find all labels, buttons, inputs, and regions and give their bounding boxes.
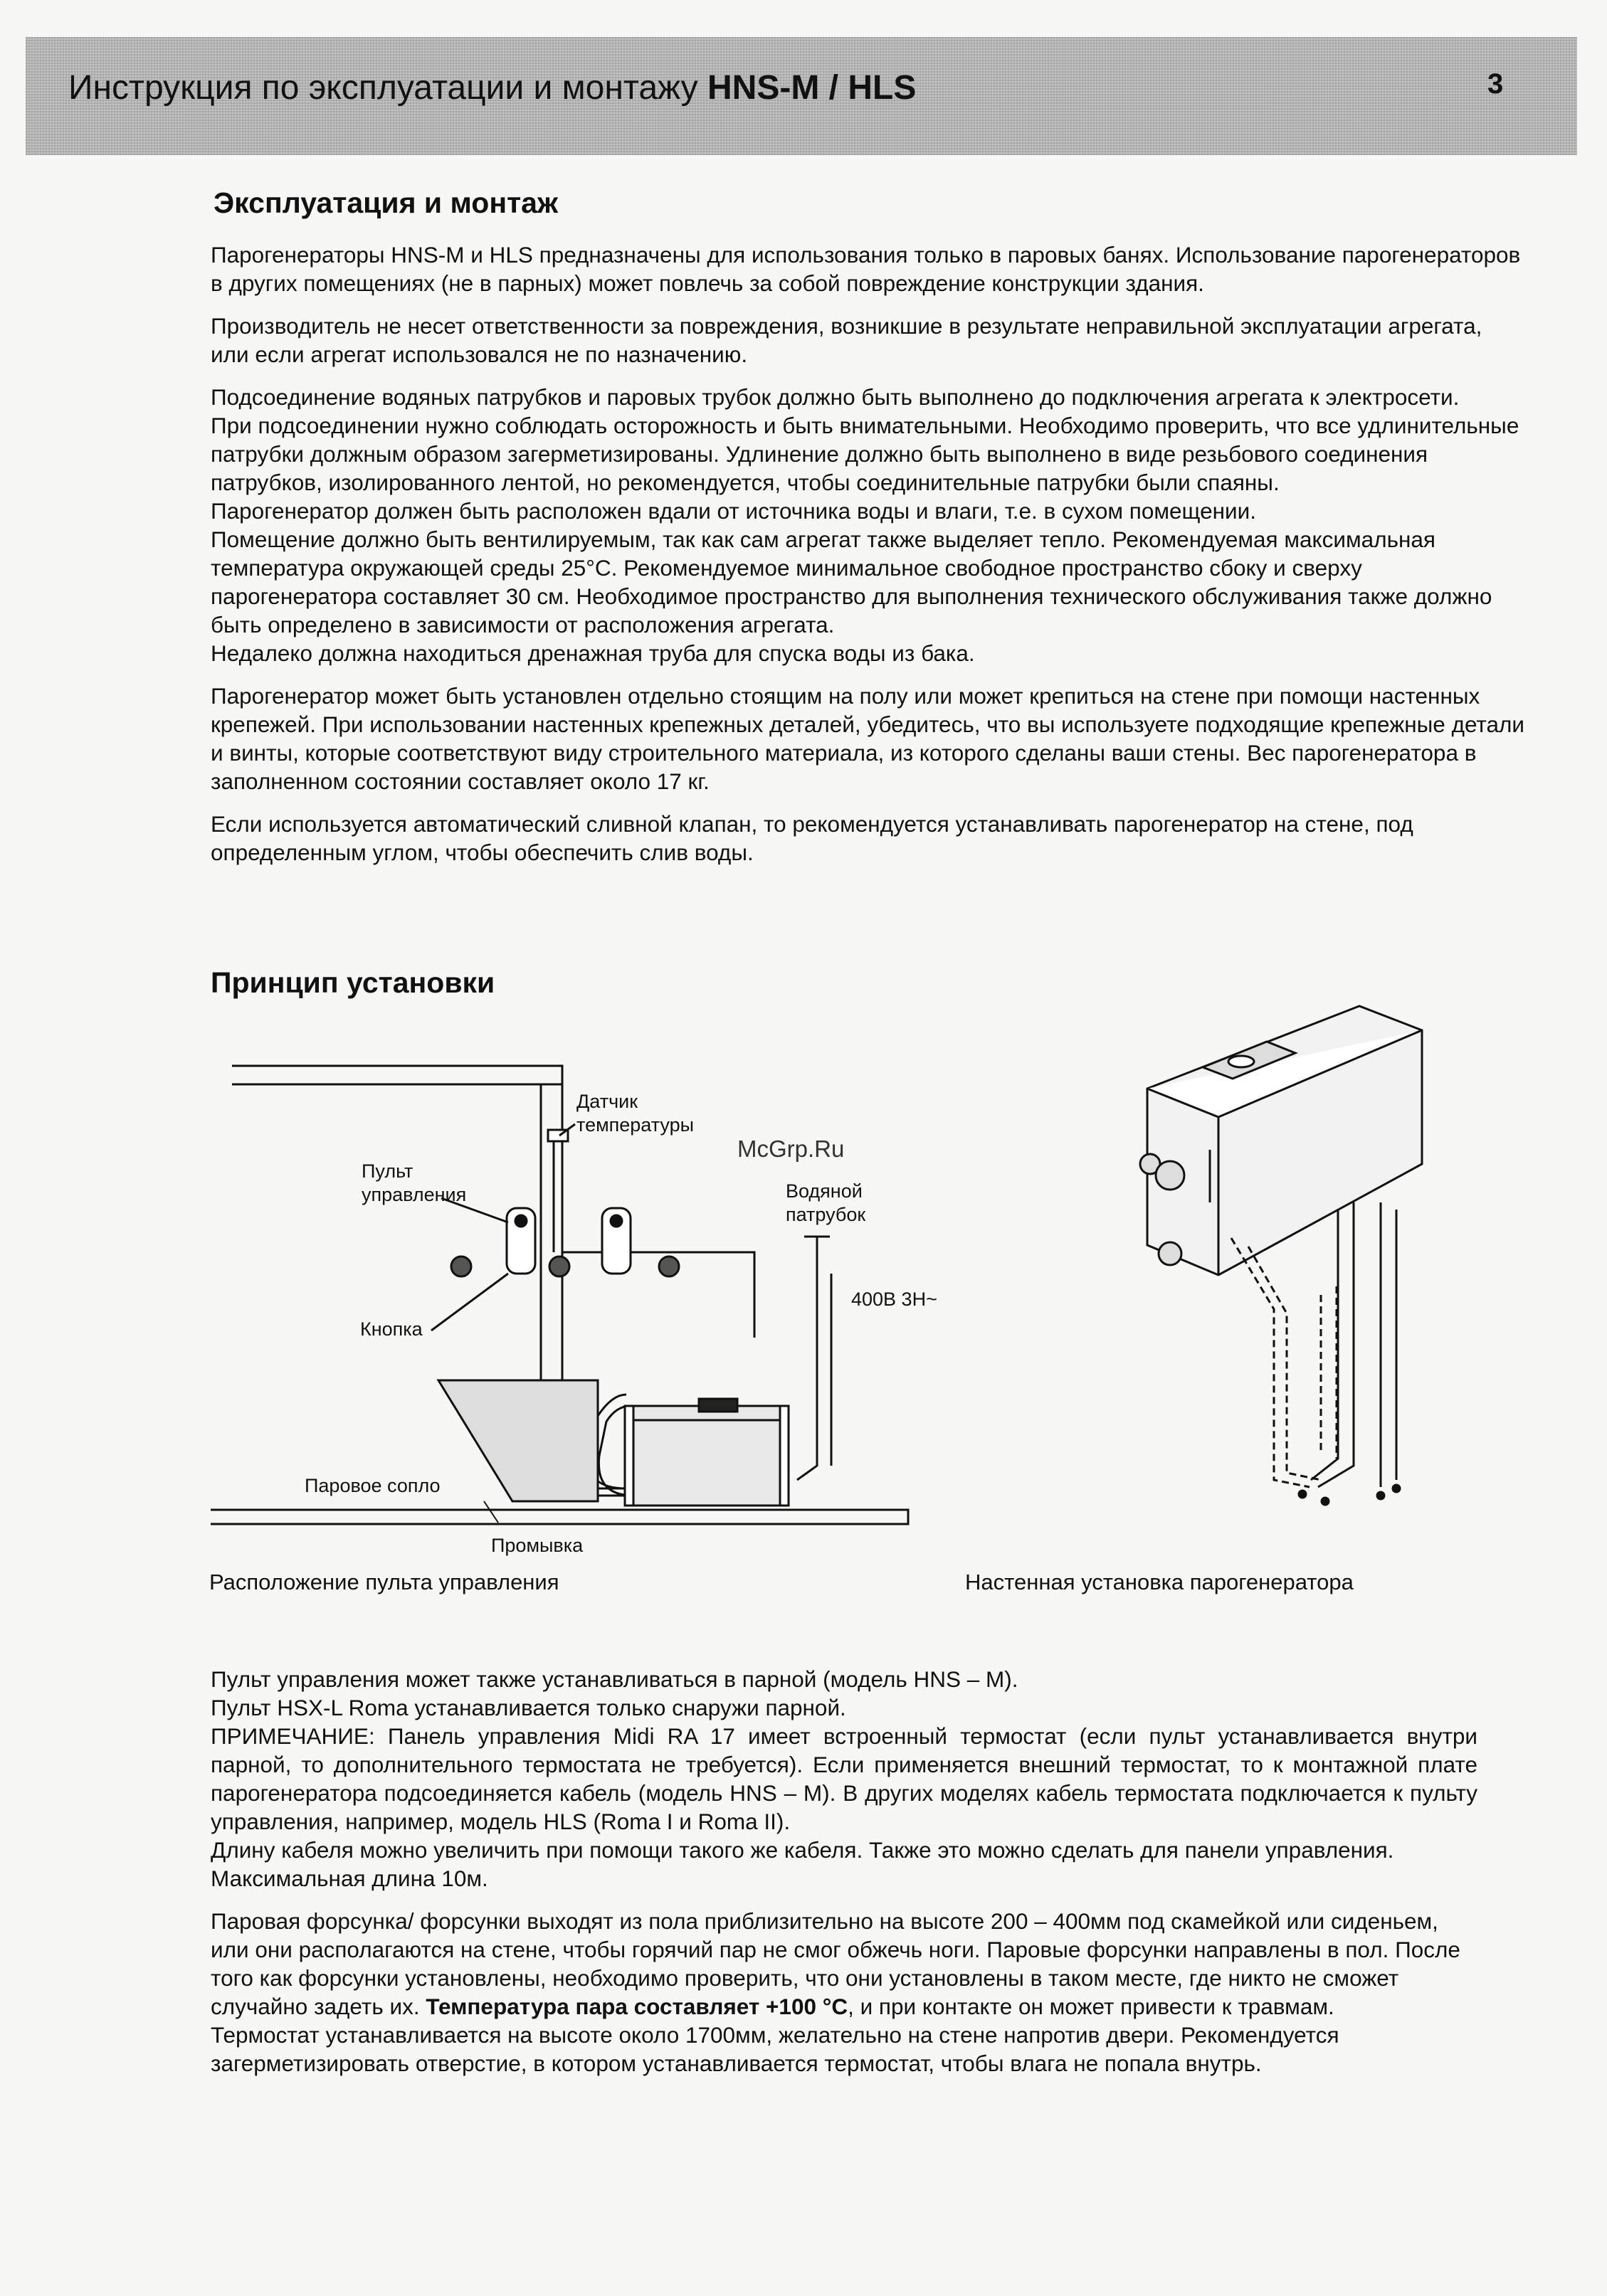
- note-paragraph: ПРИМЕЧАНИЕ: Панель управления Midi RA 17 имеет встроенный термостат (если пульт устанавливается внутри парной, то дополнительного термостата не требуется). Если применяется внешний термостат, то к монтажной плате парогенератора подсоединяется кабель (модель HNS – M). В других моделях кабель термостата подключается к пульту управления, например, модель HLS (Roma I и Roma II).: [211, 1723, 1477, 1834]
- label-voltage: 400В 3Н~: [851, 1289, 937, 1310]
- page-number: 3: [1487, 68, 1504, 100]
- button-icon: [549, 1257, 569, 1276]
- label-button: Кнопка: [360, 1318, 423, 1340]
- page-title: Инструкция по эксплуатации и монтажу HNS-M / HLS: [68, 69, 917, 107]
- paragraph: Недалеко должна находиться дренажная труба для спуска воды из бака.: [211, 640, 975, 666]
- ceiling-line: [232, 1066, 562, 1084]
- section-control-panel-body: [211, 1665, 1477, 2078]
- paragraph: Длину кабеля можно увеличить при помощи такого же кабеля. Также это можно сделать для панели управления. Максимальная длина 10м.: [211, 1837, 1394, 1891]
- label-steam-nozzle: Паровое сопло: [305, 1475, 441, 1496]
- button-icon: [451, 1257, 471, 1276]
- watermark: McGrp.Ru: [737, 1136, 845, 1162]
- label-temperature-sensor: Датчик температуры: [576, 1091, 695, 1136]
- paragraph: Подсоединение водяных патрубков и паровых трубок должно быть выполнено до подключения агрегата к электросети.: [211, 384, 1460, 410]
- wall-mounted-generator: [1140, 1006, 1422, 1505]
- section-heading-operation: Эксплуатация и монтаж: [214, 186, 559, 219]
- label-water-pipe: Водяной патрубок: [786, 1180, 866, 1225]
- paragraph: Помещение должно быть вентилируемым, так как сам агрегат также выделяет тепло. Рекомендуемая максимальная температура окружающей среды 25°C. Рекомендуемое минимальное свободное пространство сбоку и сверху парогенератора составляет 30 см. Необходимое пространство для выполнения технического обслуживания также должно быть определено в зависимости от расположения агрегата.: [211, 527, 1492, 638]
- label-flush: Промывка: [491, 1535, 584, 1556]
- paragraph: Паровая форсунка/ форсунки выходят из пола приблизительно на высоте 200 – 400мм под скамейкой или сиденьем, или они располагаются на стене, чтобы горячий пар не смог обжечь ноги. Паровые форсунки направлены в пол. После того как форсунки установлены, необходимо проверить, что они установлены в таком месте, где никто не сможет случайно задеть их. Температура пара составляет +100 °C, и при контакте он может привести к травмам.: [211, 1908, 1460, 2019]
- generator-stand: [438, 1380, 598, 1501]
- label-control-panel: Пульт управления: [362, 1160, 467, 1205]
- button-icon: [659, 1257, 679, 1276]
- paragraph: Парогенератор может быть установлен отдельно стоящим на полу или может крепиться на стене при помощи настенных крепежей. При использовании настенных крепежных деталей, убедитесь, что вы используете подходящие крепежные детали и винты, которые соответствуют виду строительного материала, из которого сделаны ваши стены. Вес парогенератора в заполненном состоянии составляет около 17 кг.: [211, 683, 1524, 794]
- paragraph: Производитель не несет ответственности за повреждения, возникшие в результате неправильной эксплуатации агрегата, или если агрегат использовался не по назначению.: [211, 313, 1482, 367]
- caption-wall-installation: Настенная установка парогенератора: [965, 1570, 1354, 1594]
- water-pipe: [797, 1237, 817, 1480]
- paragraph: Если используется автоматический сливной клапан, то рекомендуется устанавливать парогенератор на стене, под определенным углом, чтобы обеспечить слив воды.: [211, 811, 1413, 865]
- paragraph: Парогенераторы HNS-M и HLS предназначены для использования только в паровых банях. Использование парогенераторов в других помещениях (не в парных) может повлечь за собой повреждение конструкции здания.: [211, 242, 1521, 296]
- paragraph: При подсоединении нужно соблюдать осторожность и быть внимательными. Необходимо проверить, что все удлинительные патрубки должным образом загерметизированы. Удлинение должно быть выполнено в виде резьбового соединения патрубков, изолированного лентой, но рекомендуется, чтобы соединительные патрубки были спаяны.: [211, 413, 1519, 495]
- sensor-cable: [554, 1134, 565, 1252]
- paragraph: Термостат устанавливается на высоте около 1700мм, желательно на стене напротив двери. Рекомендуется загерметизировать отверстие, в котором устанавливается термостат, чтобы влага не попала внутрь.: [211, 2022, 1339, 2076]
- caption-control-panel-location: Расположение пульта управления: [209, 1570, 559, 1594]
- paragraph: Пульт управления может также устанавливаться в парной (модель HNS – M).: [211, 1666, 1018, 1692]
- section-heading-installation: Принцип установки: [211, 966, 495, 999]
- paragraph: Пульт HSX-L Roma устанавливается только снаружи парной.: [211, 1695, 846, 1720]
- paragraph: Парогенератор должен быть расположен вдали от источника воды и влаги, т.е. в сухом помещении.: [211, 498, 1256, 524]
- floor-line: [211, 1510, 908, 1524]
